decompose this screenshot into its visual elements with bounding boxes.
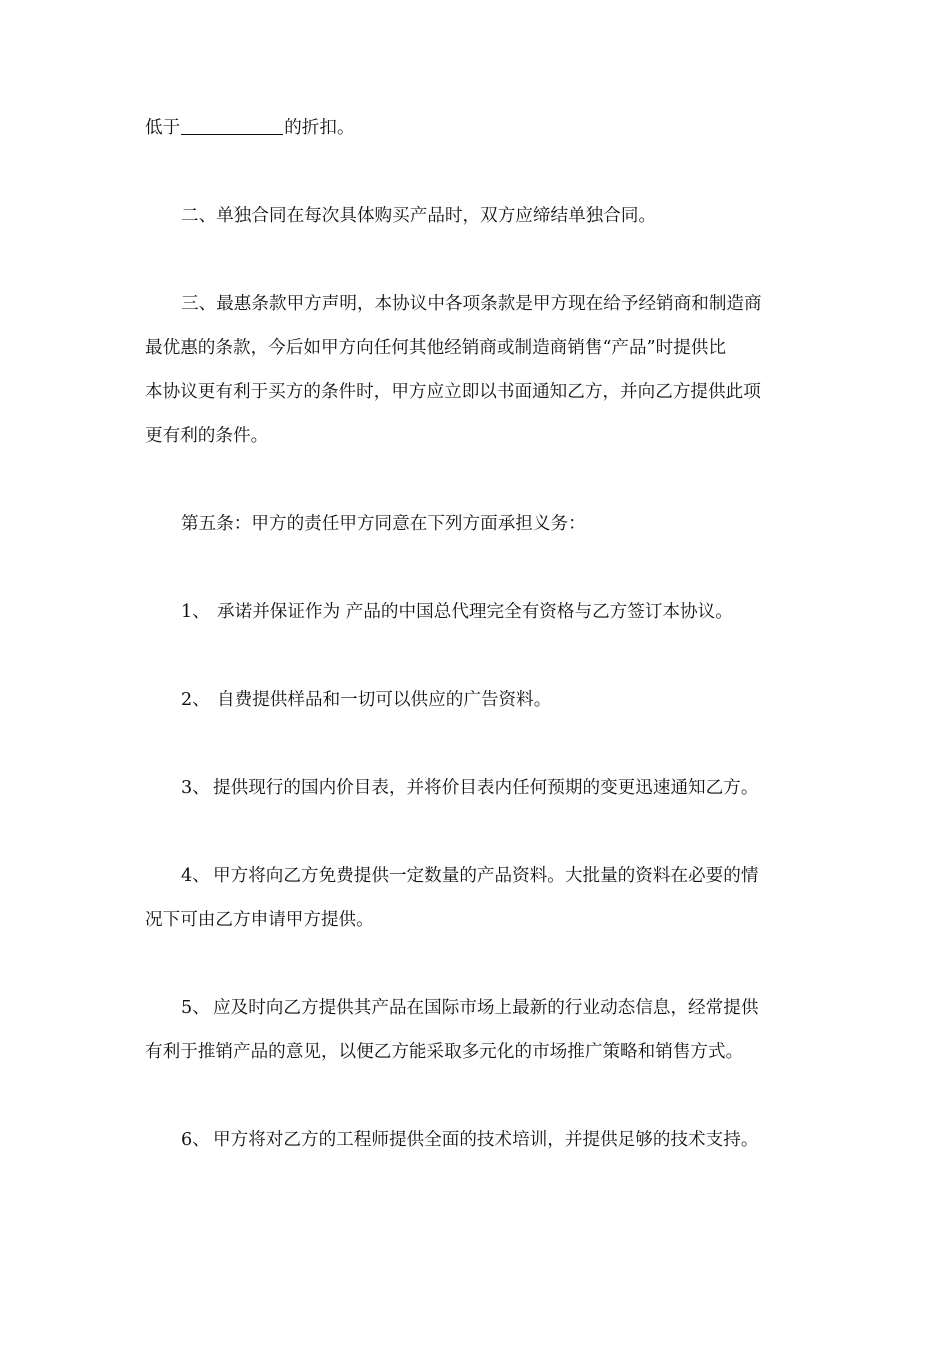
most-favored-line-4: 更有利的条件。 <box>145 426 269 446</box>
item-number: 4、 <box>181 866 210 886</box>
most-favored-line-2: 最优惠的条款，今后如甲方向任何其他经销商或制造商销售“产品”时提供比 <box>145 338 726 358</box>
list-item <box>145 854 810 942</box>
discount-blank-field[interactable] <box>181 115 283 135</box>
separate-contract-text: 二、单独合同在每次具体购买产品时，双方应缔结单独合同。 <box>181 206 657 226</box>
item-text: 应及时向乙方提供其产品在国际市场上最新的行业动态信息，经常提供 <box>213 998 759 1018</box>
item-text: 承诺并保证作为 产品的中国总代理完全有资格与乙方签订本协议。 <box>217 602 733 622</box>
article-five-text: 第五条：甲方的责任甲方同意在下列方面承担义务： <box>181 514 586 534</box>
discount-text-after: 的折扣。 <box>284 118 355 138</box>
item-number: 1、 <box>181 602 210 622</box>
item-number: 5、 <box>181 998 210 1018</box>
item-number: 3、 <box>181 778 210 798</box>
item-text-continued: 况下可由乙方申请甲方提供。 <box>145 910 374 930</box>
item-text: 甲方将对乙方的工程师提供全面的技术培训，并提供足够的技术支持。 <box>213 1130 759 1150</box>
paragraph-most-favored <box>145 282 810 458</box>
list-item <box>145 766 810 810</box>
discount-text-before: 低于 <box>145 118 181 138</box>
list-item <box>145 678 810 722</box>
item-text-continued: 有利于推销产品的意见，以便乙方能采取多元化的市场推广策略和销售方式。 <box>145 1042 744 1062</box>
item-text: 自费提供样品和一切可以供应的广告资料。 <box>217 690 552 710</box>
list-item <box>145 590 810 634</box>
article-five-heading <box>145 502 846 546</box>
paragraph-separate-contract <box>145 194 846 238</box>
most-favored-line-3: 本协议更有利于买方的条件时，甲方应立即以书面通知乙方，并向乙方提供此项 <box>145 382 761 402</box>
list-item <box>145 986 810 1074</box>
item-text: 甲方将向乙方免费提供一定数量的产品资料。大批量的资料在必要的情 <box>213 866 759 886</box>
list-item <box>145 1118 810 1162</box>
item-text: 提供现行的国内价目表，并将价目表内任何预期的变更迅速通知乙方。 <box>213 778 759 798</box>
item-number: 6、 <box>181 1130 210 1150</box>
item-number: 2、 <box>181 690 210 710</box>
most-favored-line-1: 三、最惠条款甲方声明，本协议中各项条款是甲方现在给予经销商和制造商 <box>181 294 762 314</box>
paragraph-discount <box>145 106 810 150</box>
